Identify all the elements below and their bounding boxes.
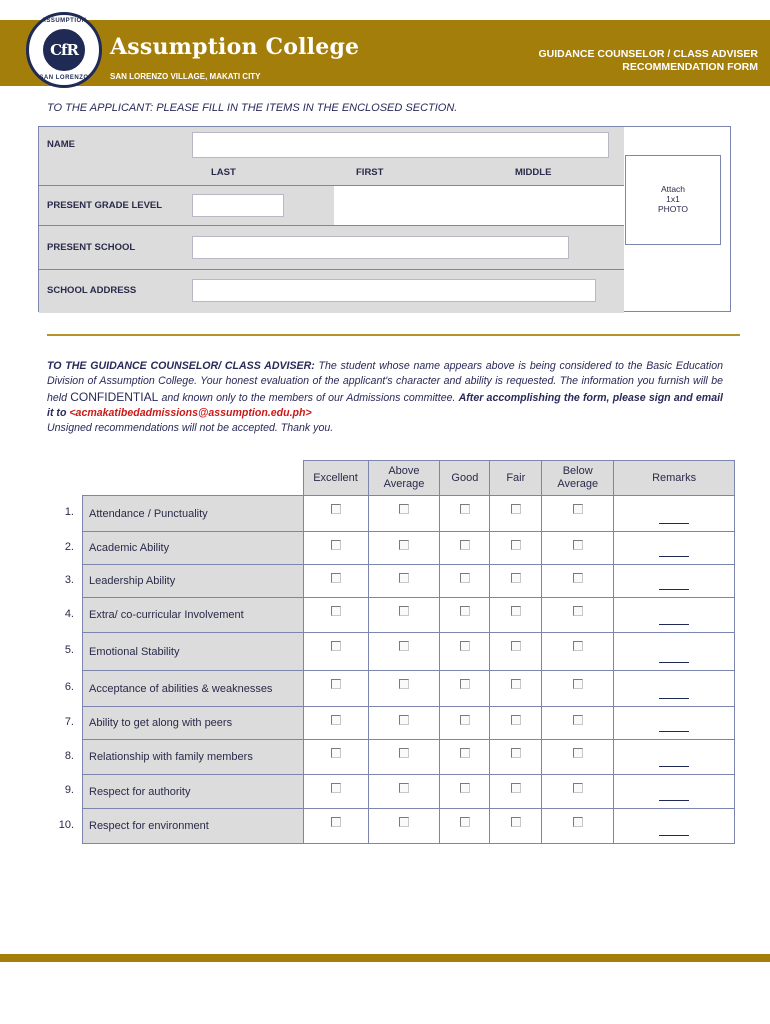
checkbox-excellent[interactable]	[331, 573, 341, 583]
remarks-cell[interactable]	[614, 598, 735, 633]
applicant-instruction: TO THE APPLICANT: PLEASE FILL IN THE ITEMS IN THE ENCLOSED SECTION.	[47, 102, 458, 114]
checkbox-above-average[interactable]	[399, 748, 409, 758]
present-school-label: PRESENT SCHOOL	[47, 242, 136, 253]
col-fair: Fair	[490, 461, 542, 496]
checkbox-below-average[interactable]	[573, 715, 583, 725]
criterion-label: Relationship with family members	[83, 740, 304, 775]
rating-cell	[542, 775, 614, 809]
middle-name-label: MIDDLE	[515, 167, 552, 178]
row-number: 4.	[64, 607, 74, 620]
college-name: Assumption College	[110, 34, 360, 60]
last-name-label: LAST	[211, 167, 236, 178]
checkbox-below-average[interactable]	[573, 606, 583, 616]
table-row	[83, 532, 735, 565]
criterion-label: Extra/ co-curricular Involvement	[83, 598, 304, 633]
admissions-email-link[interactable]: <acmakatibedadmissions@assumption.edu.ph>	[69, 406, 312, 419]
checkbox-fair[interactable]	[511, 748, 521, 758]
rating-cell	[303, 496, 368, 532]
photo-placeholder[interactable]	[625, 155, 721, 245]
checkbox-fair[interactable]	[511, 606, 521, 616]
rating-cell	[440, 740, 490, 775]
checkbox-fair[interactable]	[511, 540, 521, 550]
row-number: 9.	[64, 784, 74, 796]
checkbox-good[interactable]	[460, 641, 470, 651]
table-corner	[83, 461, 304, 496]
form-title-line1: GUIDANCE COUNSELOR / CLASS ADVISER	[538, 48, 758, 60]
photo-line3: PHOTO	[657, 204, 689, 214]
checkbox-good[interactable]	[460, 715, 470, 725]
rating-cell	[440, 775, 490, 809]
remarks-line	[659, 589, 689, 590]
college-seal-logo	[26, 12, 102, 88]
rating-cell	[490, 671, 542, 707]
criterion-label: Acceptance of abilities & weaknesses	[83, 671, 304, 707]
rating-cell	[490, 532, 542, 565]
col-remarks: Remarks	[614, 461, 735, 496]
criterion-label: Respect for authority	[83, 775, 304, 809]
checkbox-fair[interactable]	[511, 573, 521, 583]
checkbox-below-average[interactable]	[573, 748, 583, 758]
header-band	[0, 20, 770, 86]
school-address-input[interactable]	[192, 279, 596, 302]
checkbox-good[interactable]	[460, 540, 470, 550]
rating-cell	[368, 532, 440, 565]
row-number: 1.	[64, 506, 74, 518]
rating-cell	[542, 740, 614, 775]
row-number: 5.	[64, 644, 74, 656]
photo-line2: 1x1	[666, 194, 680, 204]
col-above-average: Above Average	[368, 461, 440, 496]
criterion-label: Emotional Stability	[83, 633, 304, 671]
rating-cell	[490, 809, 542, 844]
remarks-line	[659, 698, 689, 699]
rating-cell	[542, 809, 614, 844]
confidential-text: CONFIDENTIAL	[70, 389, 159, 404]
section-divider	[47, 334, 740, 336]
table-row	[83, 740, 735, 775]
remarks-cell[interactable]	[614, 809, 735, 844]
college-address: SAN LORENZO VILLAGE, MAKATI CITY	[110, 72, 261, 81]
criterion-label: Respect for environment	[83, 809, 304, 844]
rating-cell	[303, 633, 368, 671]
checkbox-good[interactable]	[460, 679, 470, 689]
rating-cell	[368, 809, 440, 844]
name-label: NAME	[47, 139, 75, 150]
row-number: 2.	[64, 540, 74, 553]
rating-cell	[303, 809, 368, 844]
checkbox-above-average[interactable]	[399, 817, 409, 827]
rating-cell	[490, 707, 542, 740]
footer-band	[0, 954, 770, 962]
first-name-label: FIRST	[356, 167, 384, 178]
checkbox-excellent[interactable]	[331, 817, 341, 827]
seal-bottom-text: SAN LORENZO	[39, 75, 89, 81]
checkbox-fair[interactable]	[511, 817, 521, 827]
remarks-cell[interactable]	[614, 496, 735, 532]
rating-cell	[368, 565, 440, 598]
row-number: 7.	[64, 715, 74, 728]
checkbox-excellent[interactable]	[331, 606, 341, 616]
checkbox-fair[interactable]	[511, 679, 521, 689]
checkbox-fair[interactable]	[511, 783, 521, 793]
intro-text1: The student whose name appears above is being considered to the Basic Education Division of Assumption College. Your honest evaluation of the applicant's character and ability is requested. The information you furnish will be held	[47, 360, 723, 404]
rating-cell	[368, 671, 440, 707]
remarks-line	[659, 662, 689, 663]
remarks-cell[interactable]	[614, 740, 735, 775]
remarks-line	[659, 800, 689, 801]
checkbox-below-average[interactable]	[573, 783, 583, 793]
rating-cell	[440, 496, 490, 532]
rating-cell	[440, 671, 490, 707]
criterion-label: Attendance / Punctuality	[83, 496, 304, 532]
remarks-line	[659, 835, 689, 836]
grade-level-input[interactable]	[192, 194, 284, 217]
checkbox-above-average[interactable]	[399, 715, 409, 725]
row-number: 6.	[64, 681, 74, 693]
present-school-input[interactable]	[192, 236, 569, 259]
seal-center	[41, 27, 87, 73]
rating-cell	[440, 565, 490, 598]
seal-top-text: ASSUMPTION	[41, 18, 87, 24]
checkbox-above-average[interactable]	[399, 540, 409, 550]
remarks-line	[659, 766, 689, 767]
row-number: 8.	[64, 749, 74, 762]
checkbox-fair[interactable]	[511, 641, 521, 651]
rating-cell	[368, 707, 440, 740]
checkbox-above-average[interactable]	[399, 504, 409, 514]
rating-cell	[440, 598, 490, 633]
name-input[interactable]	[192, 132, 609, 158]
table-row	[83, 809, 735, 844]
seal-monogram: CfR	[50, 41, 78, 59]
rating-cell	[303, 707, 368, 740]
rating-cell	[440, 809, 490, 844]
rating-cell	[490, 775, 542, 809]
rating-cell	[368, 496, 440, 532]
checkbox-excellent[interactable]	[331, 679, 341, 689]
rating-cell	[303, 532, 368, 565]
rating-cell	[303, 671, 368, 707]
rating-cell	[303, 775, 368, 809]
checkbox-above-average[interactable]	[399, 783, 409, 793]
row-number: 3.	[64, 573, 74, 586]
checkbox-excellent[interactable]	[331, 783, 341, 793]
checkbox-good[interactable]	[460, 783, 470, 793]
checkbox-above-average[interactable]	[399, 606, 409, 616]
checkbox-below-average[interactable]	[573, 573, 583, 583]
rating-cell	[490, 496, 542, 532]
rating-cell	[542, 598, 614, 633]
remarks-cell[interactable]	[614, 707, 735, 740]
form-title-line2: RECOMMENDATION FORM	[622, 61, 758, 73]
table-row	[83, 598, 735, 633]
rating-cell	[303, 598, 368, 633]
criterion-label: Leadership Ability	[83, 565, 304, 598]
checkbox-below-average[interactable]	[573, 679, 583, 689]
checkbox-good[interactable]	[460, 504, 470, 514]
table-row	[83, 565, 735, 598]
criterion-label: Ability to get along with peers	[83, 707, 304, 740]
remarks-line	[659, 523, 689, 524]
applicant-section	[38, 126, 731, 312]
col-below-average: Below Average	[542, 461, 614, 496]
intro-text2: and known only to the members of our Admissions committee.	[158, 391, 459, 404]
checkbox-good[interactable]	[460, 748, 470, 758]
checkbox-above-average[interactable]	[399, 679, 409, 689]
rating-cell	[368, 775, 440, 809]
checkbox-good[interactable]	[460, 606, 470, 616]
rating-cell	[368, 740, 440, 775]
divider	[39, 185, 624, 186]
table-row	[83, 633, 735, 671]
rating-cell	[490, 633, 542, 671]
col-good: Good	[440, 461, 490, 496]
table-row	[83, 671, 735, 707]
remarks-line	[659, 624, 689, 625]
remarks-line	[659, 731, 689, 732]
remarks-cell[interactable]	[614, 532, 735, 565]
checkbox-above-average[interactable]	[399, 641, 409, 651]
intro-text3: Unsigned recommendations will not be accepted. Thank you.	[47, 422, 334, 435]
remarks-cell[interactable]	[614, 671, 735, 707]
divider	[39, 225, 624, 226]
rating-cell	[542, 496, 614, 532]
rating-cell	[542, 633, 614, 671]
checkbox-above-average[interactable]	[399, 573, 409, 583]
remarks-cell[interactable]	[614, 775, 735, 809]
criterion-label: Academic Ability	[83, 532, 304, 565]
grade-level-label: PRESENT GRADE LEVEL	[47, 200, 163, 211]
checkbox-below-average[interactable]	[573, 817, 583, 827]
school-address-label: SCHOOL ADDRESS	[47, 285, 137, 296]
photo-line1: Attach	[660, 184, 686, 194]
checkbox-excellent[interactable]	[331, 504, 341, 514]
divider	[39, 269, 624, 270]
rating-cell	[542, 671, 614, 707]
rating-cell	[368, 598, 440, 633]
checkbox-excellent[interactable]	[331, 715, 341, 725]
checkbox-excellent[interactable]	[331, 748, 341, 758]
checkbox-fair[interactable]	[511, 504, 521, 514]
form-title	[538, 48, 758, 74]
counselor-instructions	[47, 359, 723, 436]
rating-cell	[368, 633, 440, 671]
checkbox-excellent[interactable]	[331, 641, 341, 651]
checkbox-below-average[interactable]	[573, 540, 583, 550]
rating-table	[82, 460, 735, 844]
rating-cell	[490, 598, 542, 633]
checkbox-good[interactable]	[460, 573, 470, 583]
remarks-cell[interactable]	[614, 565, 735, 598]
rating-cell	[440, 707, 490, 740]
checkbox-below-average[interactable]	[573, 641, 583, 651]
table-row	[83, 707, 735, 740]
rating-cell	[542, 532, 614, 565]
rating-cell	[490, 740, 542, 775]
checkbox-good[interactable]	[460, 817, 470, 827]
rating-cell	[490, 565, 542, 598]
checkbox-below-average[interactable]	[573, 504, 583, 514]
intro-lead: TO THE GUIDANCE COUNSELOR/ CLASS ADVISER:	[47, 360, 315, 372]
checkbox-excellent[interactable]	[331, 540, 341, 550]
table-row	[83, 496, 735, 532]
rating-cell	[303, 740, 368, 775]
checkbox-fair[interactable]	[511, 715, 521, 725]
rating-cell	[542, 707, 614, 740]
rating-cell	[440, 532, 490, 565]
intro-instruction: After accomplishing the form, please sign and email it to	[47, 391, 723, 419]
row-number: 10.	[58, 818, 74, 831]
table-row	[83, 775, 735, 809]
rating-cell	[440, 633, 490, 671]
col-excellent: Excellent	[303, 461, 368, 496]
rating-cell	[542, 565, 614, 598]
remarks-cell[interactable]	[614, 633, 735, 671]
rating-cell	[303, 565, 368, 598]
remarks-line	[659, 556, 689, 557]
